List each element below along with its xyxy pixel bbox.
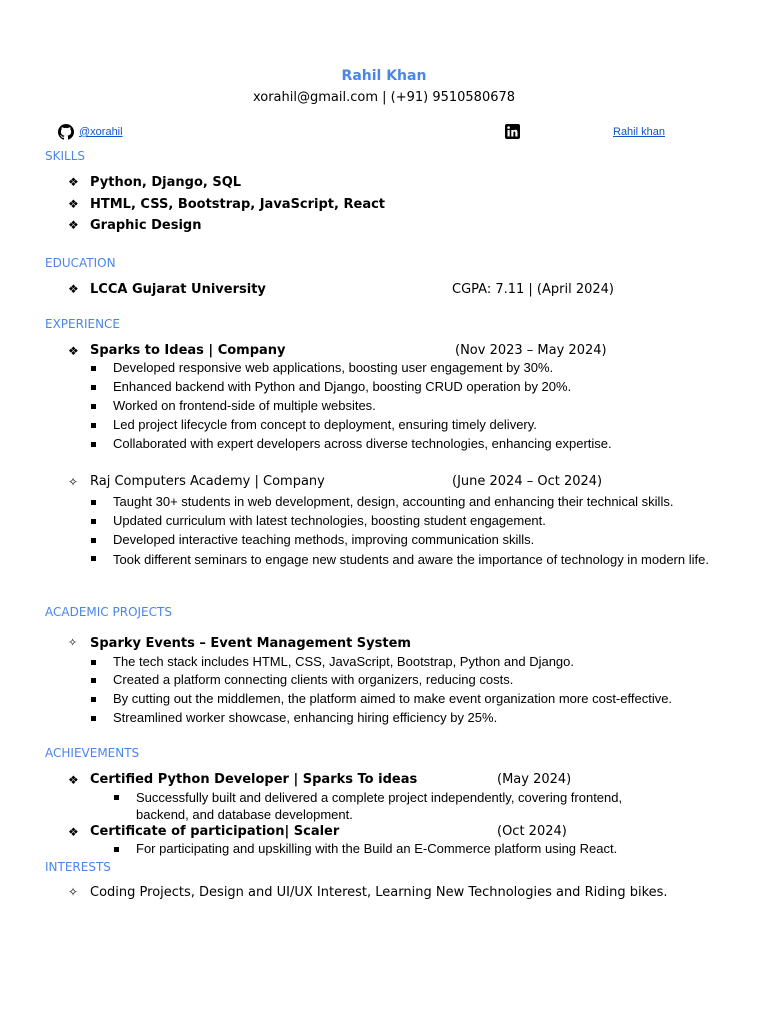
education-institution: LCCA Gujarat University [90,282,266,297]
interests-text: Coding Projects, Design and UI/UX Interest, Learning New Technologies and Riding bikes. [90,885,668,900]
diamond-outline-bullet-icon: ✧ [68,475,79,489]
contact-line: xorahil@gmail.com | (+91) 9510580678 [252,90,516,105]
project-title: Sparky Events – Event Management System [90,636,411,651]
job-point: Took different seminars to engage new students and aware the importance of technology in modern life. [113,552,709,567]
github-icon [58,124,74,140]
square-bullet-icon [114,847,119,852]
github-link[interactable]: @xorahil [79,126,123,138]
job-dates: (Nov 2023 – May 2024) [455,343,607,358]
diamond-outline-bullet-icon: ✧ [68,637,78,649]
job-point: Developed interactive teaching methods, improving communication skills. [113,532,535,547]
square-bullet-icon [91,697,96,702]
achievement-date: (May 2024) [497,772,572,787]
square-bullet-icon [91,423,96,428]
job-point: Enhanced backend with Python and Django, boosting CRUD operation by 20%. [113,379,572,394]
experience-heading: EXPERIENCE [45,317,121,331]
achievements-heading: ACHIEVEMENTS [45,746,140,760]
project-point: Created a platform connecting clients with organizers, reducing costs. [113,672,514,687]
diamond-bullet-icon: ❖ [68,344,79,358]
square-bullet-icon [91,404,96,409]
job-title: Raj Computers Academy | Company [90,474,325,489]
diamond-bullet-icon: ❖ [68,218,79,232]
square-bullet-icon [91,556,96,561]
job-point: Taught 30+ students in web development, design, accounting and enhancing their technical skills. [113,494,674,509]
diamond-bullet-icon: ❖ [68,282,79,296]
achievement-point: For participating and upskilling with the Build an E-Commerce platform using React. [136,841,618,856]
skill-item: Graphic Design [90,218,202,233]
candidate-name: Rahil Khan [341,68,427,84]
square-bullet-icon [91,716,96,721]
achievement-title: Certified Python Developer | Sparks To ideas [90,772,418,787]
job-point: Updated curriculum with latest technologies, boosting student engagement. [113,513,546,528]
diamond-bullet-icon: ❖ [68,197,79,211]
diamond-bullet-icon: ❖ [68,825,79,839]
skill-item: HTML, CSS, Bootstrap, JavaScript, React [90,197,386,212]
achievement-date: (Oct 2024) [497,824,567,839]
linkedin-icon [505,124,520,139]
square-bullet-icon [91,366,96,371]
job-point: Worked on frontend-side of multiple websites. [113,398,376,413]
interests-heading: INTERESTS [45,860,111,874]
square-bullet-icon [114,795,119,800]
job-dates: (June 2024 – Oct 2024) [452,474,603,489]
square-bullet-icon [91,538,96,543]
linkedin-link[interactable]: Rahil khan [613,126,665,138]
skills-heading: SKILLS [45,149,86,163]
job-point: Collaborated with expert developers across diverse technologies, enhancing expertise. [113,436,612,451]
job-point: Developed responsive web applications, boosting user engagement by 30%. [113,360,554,375]
square-bullet-icon [91,500,96,505]
achievement-title: Certificate of participation| Scaler [90,824,340,839]
job-title: Sparks to Ideas | Company [90,343,286,358]
education-cgpa: CGPA: 7.11 | (April 2024) [452,282,614,297]
project-point: Streamlined worker showcase, enhancing hiring efficiency by 25%. [113,710,498,725]
achievement-point: Successfully built and delivered a complete project independently, covering frontend, backend, and database development. [136,790,623,822]
diamond-outline-bullet-icon: ✧ [68,885,79,899]
square-bullet-icon [91,385,96,390]
education-heading: EDUCATION [45,256,116,270]
square-bullet-icon [91,442,96,447]
square-bullet-icon [91,519,96,524]
diamond-bullet-icon: ❖ [68,773,79,787]
job-point: Led project lifecycle from concept to deployment, ensuring timely delivery. [113,417,537,432]
project-point: The tech stack includes HTML, CSS, JavaScript, Bootstrap, Python and Django. [113,654,574,669]
square-bullet-icon [91,660,96,665]
skill-item: Python, Django, SQL [90,175,242,190]
project-point: By cutting out the middlemen, the platform aimed to make event organization more cost-effective. [113,691,673,706]
diamond-bullet-icon: ❖ [68,175,79,189]
square-bullet-icon [91,678,96,683]
projects-heading: ACADEMIC PROJECTS [45,605,172,619]
